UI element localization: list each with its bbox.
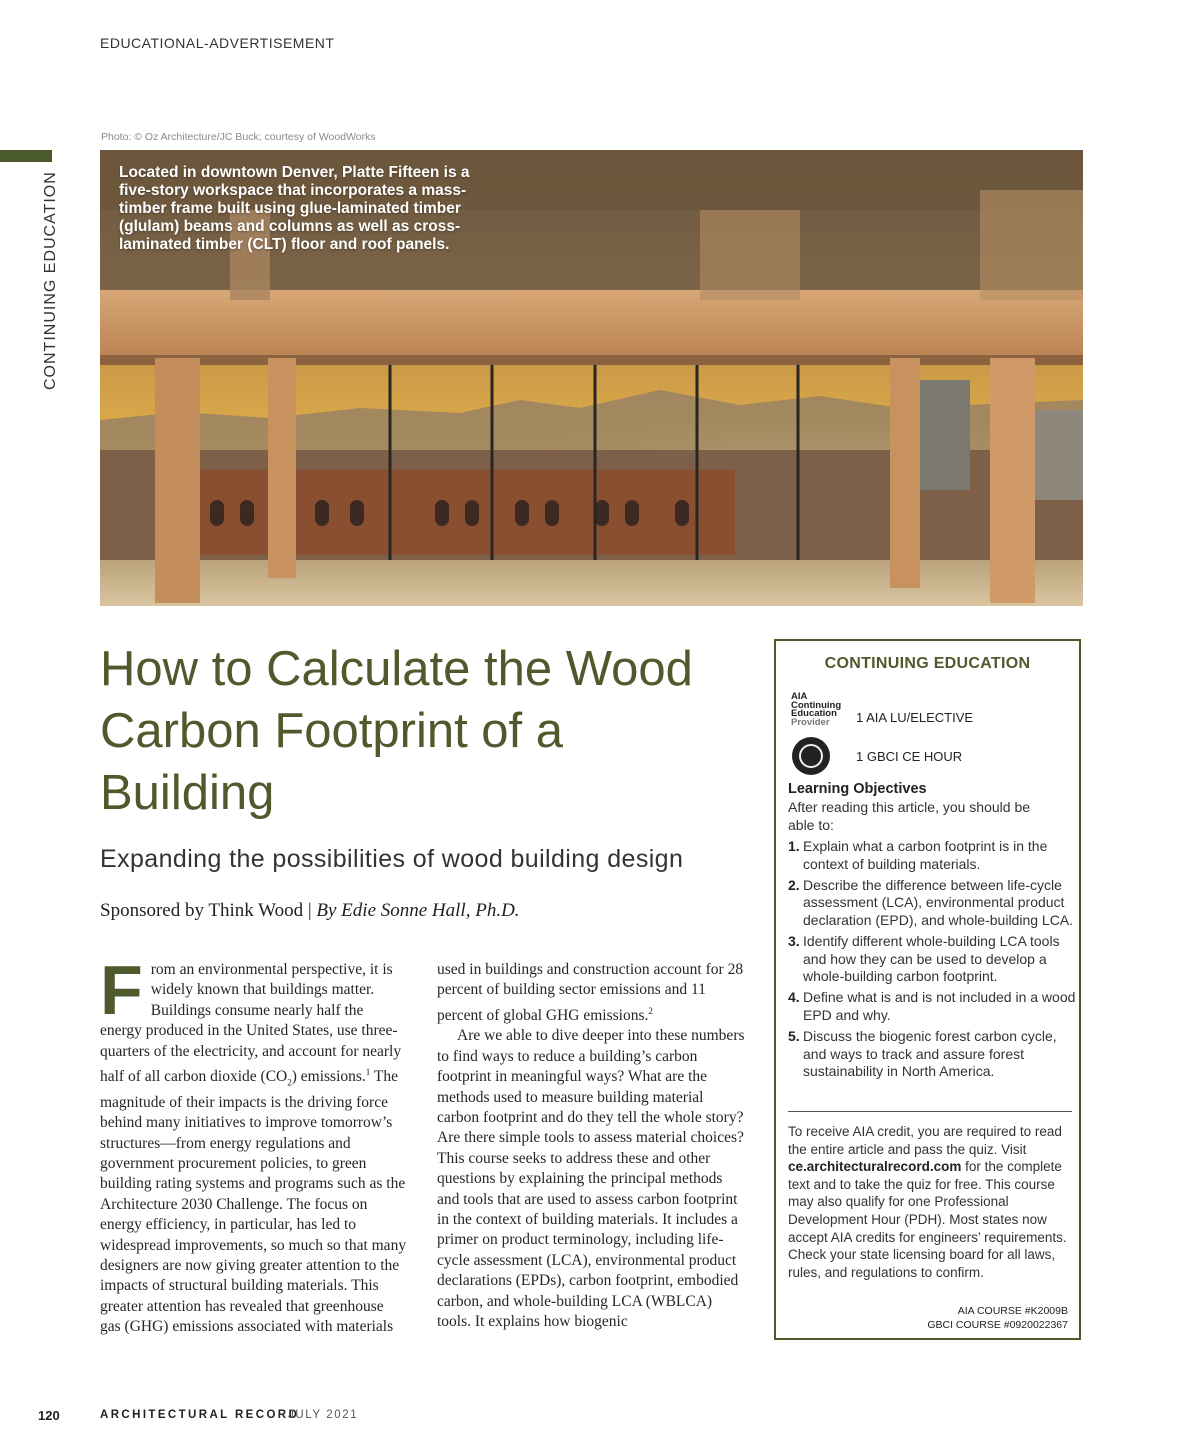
- ce-divider: [788, 1111, 1072, 1112]
- body-column-1: [100, 951, 408, 1338]
- objective-item: [788, 1028, 1078, 1081]
- objective-item: [788, 877, 1078, 930]
- aia-course-number: AIA COURSE #K2009B: [957, 1305, 1068, 1317]
- photo-caption: Located in downtown Denver, Platte Fifteen is a five-story workspace that incorporates a mass-timber frame built using glue-laminated timber (glulam) beams and columns as well as cross-laminated timber (CLT) floor and roof panels.: [119, 164, 470, 253]
- magazine-name: ARCHITECTURAL RECORD: [100, 1409, 300, 1421]
- gbci-credit: 1 GBCI CE HOUR: [856, 749, 963, 764]
- col1-text-c: The magnitude of their impacts is the driving force behind many initiatives to improve tomorrow’s structures—from energy regulations and government procurement policies, to green building rating systems and programs such as the Architecture 2030 Challenge. The focus on energy efficiency, in particular, has led to widespread improvements, so much so that many designers are now giving greater attention to the impacts of structural building materials. This greater attention has revealed that greenhouse gas (GHG) emissions associated with materials: [100, 1068, 407, 1336]
- objective-number: 5.: [788, 1027, 800, 1044]
- credit-instructions: [788, 1123, 1073, 1281]
- article-title: How to Calculate the Wood Carbon Footprint of a Building: [100, 642, 693, 820]
- gbci-seal-icon: [792, 737, 830, 775]
- photo-credit: Photo: © Oz Architecture/JC Buck; courtesy of WoodWorks: [101, 131, 376, 143]
- aia-credit: 1 AIA LU/ELECTIVE: [856, 710, 974, 725]
- objective-number: 2.: [788, 876, 800, 893]
- aia-logo-line: Continuing: [791, 699, 842, 711]
- objectives-heading: Learning Objectives: [788, 781, 927, 797]
- eyebrow-label: EDUCATIONAL-ADVERTISEMENT: [100, 35, 335, 51]
- objective-text: Discuss the biogenic forest carbon cycle, and ways to track and assure forest sustainability in North America.: [803, 1027, 1057, 1080]
- gbci-course-number: GBCI COURSE #0920022367: [927, 1319, 1068, 1331]
- author-name: By Edie Sonne Hall, Ph.D.: [316, 900, 520, 921]
- objective-text: Identify different whole-building LCA tools and how they can be used to develop a whole-building carbon footprint.: [803, 932, 1060, 985]
- footnote-ref-1: 1: [365, 1067, 371, 1078]
- col1-text-a: rom an environmental perspective, it is widely known that buildings matter. Buildings consume nearly half the energy produced in the United States, use three-quarters of the electricity, and account for nearly half of all carbon dioxide (CO: [100, 961, 402, 1086]
- credit-text-b: for the complete text and to take the quiz for free. This course may also qualify for one Professional Development Hour (PDH). Most states now accept AIA credits for engineers’ requirements. Check your state licensing board for all laws, rules, and regulations to confirm.: [788, 1159, 1067, 1280]
- article-subtitle: Expanding the possibilities of wood building design: [100, 845, 684, 873]
- objective-text: Describe the difference between life-cycle assessment (LCA), environmental product declaration (EPD), and whole-building LCA.: [803, 876, 1074, 928]
- byline: [100, 900, 520, 922]
- objective-item: [788, 989, 1078, 1024]
- objective-number: 1.: [788, 838, 800, 854]
- objective-text: Define what is and is not included in a wood EPD and why.: [803, 989, 1076, 1023]
- aia-logo-line: Provider: [791, 716, 830, 728]
- col2-text-a: used in buildings and construction account for 28 percent of building sector emissions and 11 percent of global GHG emissions.: [437, 961, 744, 1024]
- section-side-label: CONTINUING EDUCATION: [42, 171, 59, 390]
- objective-number: 3.: [788, 932, 800, 949]
- aia-provider-logo: [791, 693, 849, 727]
- drop-cap: F: [100, 951, 143, 1029]
- col2-text-b: Are we able to dive deeper into these numbers to find ways to reduce a building’s carbon footprint in meaningful ways? What are the methods used to measure building material carbon footprint and do they tell the whole story? Are there simple tools to assess material choices? This course seeks to address these and other questions by explaining the principal methods and tools that are used to assess carbon footprint in the context of building materials. It includes a primer on product terminology, including life-cycle assessment (LCA), environmental product declarations (EPDs), carbon footprint, embodied carbon, and whole-building LCA (WBLCA) tools. It explains how biogenic: [437, 1027, 745, 1331]
- issue-date: JULY 2021: [288, 1409, 359, 1421]
- credit-text-a: To receive AIA credit, you are required to read the entire article and pass the quiz. Visit: [788, 1124, 1062, 1157]
- page-number: 120: [38, 1408, 60, 1423]
- aia-logo-line: Education: [791, 708, 837, 719]
- ce-heading: CONTINUING EDUCATION: [824, 655, 1031, 672]
- co2-subscript: 2: [287, 1077, 292, 1088]
- continuing-education-box: [774, 639, 1081, 1340]
- objective-number: 4.: [788, 989, 800, 1006]
- objectives-intro: After reading this article, you should be able to:: [788, 799, 1031, 833]
- aia-logo-line: AIA: [791, 691, 808, 702]
- footnote-ref-2: 2: [648, 1005, 653, 1016]
- objectives-list: [788, 838, 1078, 1084]
- sponsor-text: Sponsored by Think Wood |: [100, 900, 317, 921]
- ce-website-link[interactable]: ce.architecturalrecord.com: [788, 1159, 962, 1175]
- col1-text-b: ) emissions.: [291, 1068, 366, 1086]
- objective-text: Explain what a carbon footprint is in the context of building materials.: [803, 838, 1048, 872]
- objective-item: [788, 838, 1078, 873]
- objective-item: [788, 933, 1078, 986]
- body-column-2: [437, 960, 747, 1332]
